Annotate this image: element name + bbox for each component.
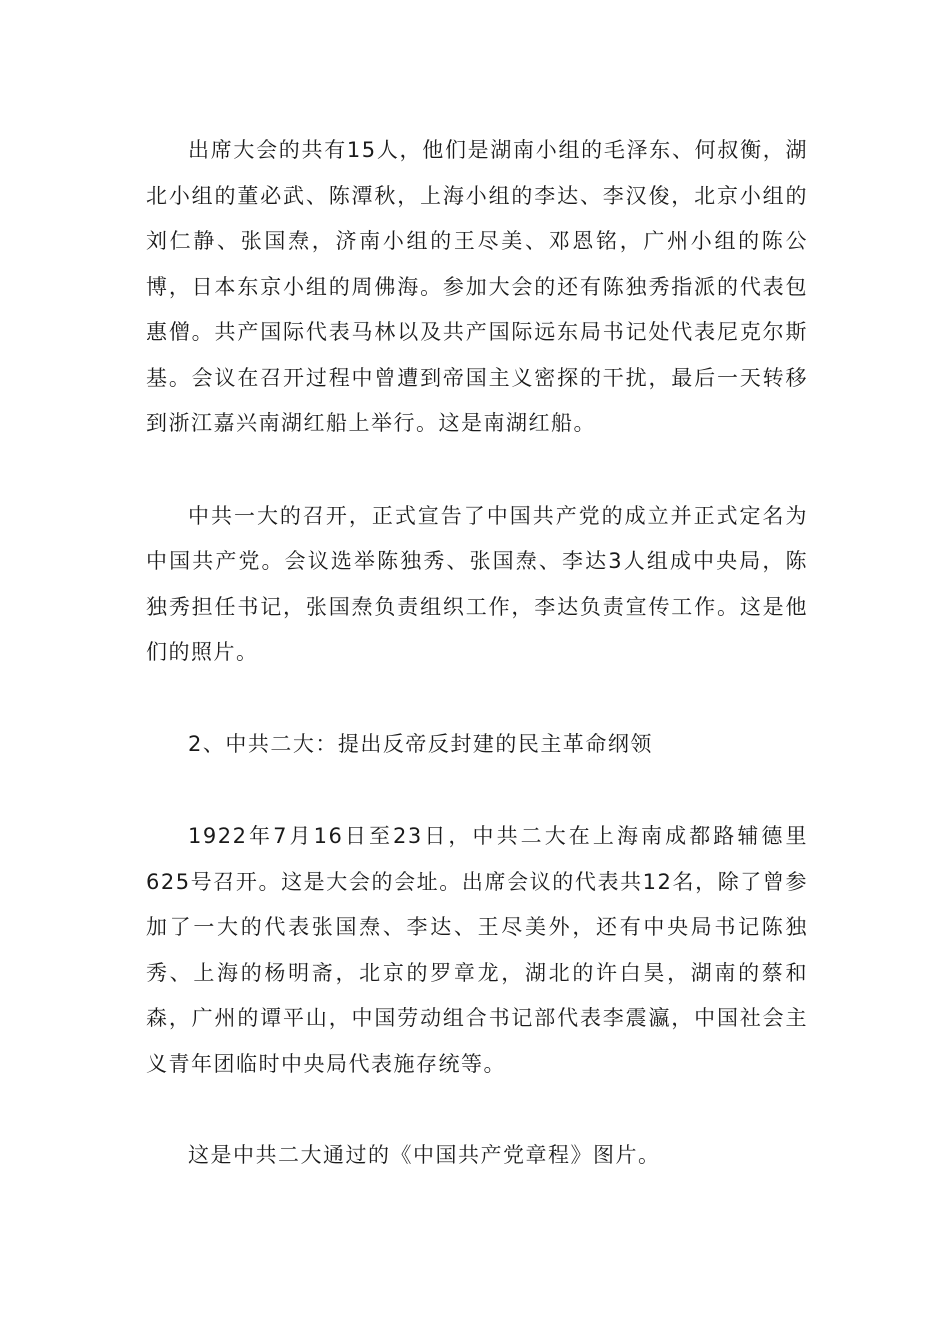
document-body (146, 128, 808, 1179)
paragraph-second-congress: 1922年7月16日至23日，中共二大在上海南成都路辅德里625号召开。这是大会的会址。出席会议的代表共12名，除了曾参加了一大的代表张国焘、李达、王尽美外，还有中央局书记陈独秀、上海的杨明斋，北京的罗章龙，湖北的许白昊，湖南的蔡和森，广州的谭平山，中国劳动组合书记部代表李震瀛，中国社会主义青年团临时中央局代表施存统等。 (146, 824, 808, 1076)
paragraph-party-constitution: 这是中共二大通过的《中国共产党章程》图片。 (188, 1143, 661, 1167)
section-heading-second-congress: 2、中共二大：提出反帝反封建的民主革命纲领 (188, 731, 653, 756)
paragraph-delegates: 出席大会的共有15人，他们是湖南小组的毛泽东、何叔衡，湖北小组的董必武、陈潭秋，上海小组的李达、李汉俊，北京小组的刘仁静、张国焘，济南小组的王尽美、邓恩铭，广州小组的陈公博，日本东京小组的周佛海。参加大会的还有陈独秀指派的代表包惠僧。共产国际代表马林以及共产国际远东局书记处代表尼克尔斯基。会议在召开过程中曾遭到帝国主义密探的干扰，最后一天转移到浙江嘉兴南湖红船上举行。这是南湖红船。 (146, 138, 808, 435)
paragraph-first-congress-outcome: 中共一大的召开，正式宣告了中国共产党的成立并正式定名为中国共产党。会议选举陈独秀、张国焘、李达3人组成中央局，陈独秀担任书记，张国焘负责组织工作，李达负责宣传工作。这是他们的照片。 (146, 503, 808, 664)
